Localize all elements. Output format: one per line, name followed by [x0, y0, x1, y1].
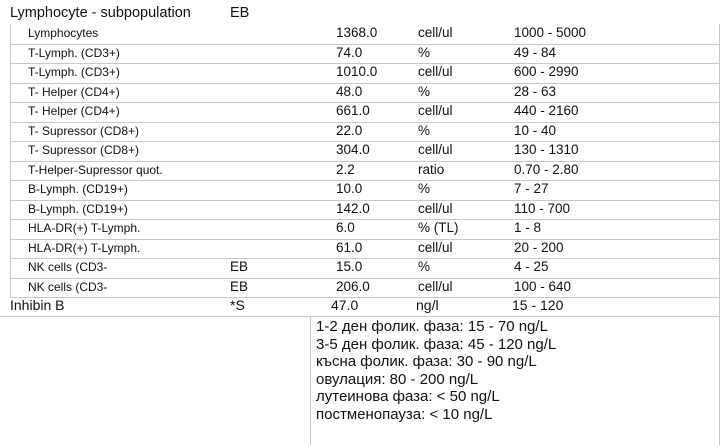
test-value: 661.0	[336, 103, 370, 118]
test-unit: ratio	[418, 161, 445, 177]
inhibin-unit: ng/l	[416, 297, 439, 313]
test-reference-range: 7 - 27	[514, 181, 549, 196]
test-reference-range: 20 - 200	[514, 239, 564, 255]
test-value: 61.0	[336, 239, 363, 255]
inhibin-value: 47.0	[331, 297, 359, 313]
test-unit: %	[418, 83, 431, 99]
test-unit: cell/ul	[418, 25, 453, 40]
test-unit: cell/ul	[418, 200, 453, 216]
test-name: HLA-DR(+) T-Lymph.	[28, 221, 141, 235]
test-value: 74.0	[336, 44, 363, 60]
test-value: 6.0	[336, 220, 355, 235]
test-flag: EB	[230, 259, 249, 274]
test-name: T-Lymph. (CD3+)	[28, 45, 120, 60]
test-reference-range: 100 - 640	[514, 278, 572, 294]
inhibin-name: Inhibin B	[10, 297, 65, 313]
test-reference-range: 4 - 25	[514, 259, 549, 274]
test-reference-range: 130 - 1310	[514, 142, 579, 157]
test-unit: %	[418, 259, 431, 274]
table-row	[0, 259, 720, 278]
test-unit: %	[418, 122, 431, 138]
test-name: T-Lymph. (CD3+)	[28, 65, 120, 79]
test-value: 10.0	[336, 181, 363, 196]
inhibin-reference: 15 - 120	[512, 297, 564, 313]
test-name: T- Helper (CD4+)	[28, 84, 120, 99]
test-name: T- Helper (CD4+)	[28, 104, 120, 118]
test-unit: cell/ul	[418, 64, 453, 79]
test-unit: cell/ul	[418, 103, 453, 118]
inhibin-flag: *S	[230, 297, 245, 313]
test-value: 304.0	[336, 142, 370, 157]
table-row	[0, 162, 720, 181]
test-flag: EB	[230, 278, 249, 294]
test-value: 22.0	[336, 122, 363, 138]
table-row	[0, 201, 720, 220]
test-name: NK cells (CD3-	[28, 279, 108, 294]
test-unit: cell/ul	[418, 142, 453, 157]
test-reference-range: 49 - 84	[514, 44, 557, 60]
row-divider	[0, 316, 720, 317]
test-unit: % (TL)	[418, 220, 459, 235]
test-value: 1010.0	[336, 64, 378, 79]
test-name: T-Helper-Supressor quot.	[28, 162, 163, 177]
table-row	[0, 181, 720, 200]
table-row	[0, 240, 720, 259]
section-flag: EB	[230, 5, 250, 21]
table-row	[0, 25, 720, 44]
table-row	[0, 142, 720, 161]
test-reference-range: 1000 - 5000	[514, 25, 587, 40]
test-unit: %	[418, 181, 431, 196]
test-name: T- Supressor (CD8+)	[28, 143, 140, 157]
table-row	[0, 84, 720, 103]
section-title: Lymphocyte - subpopulation	[10, 5, 191, 21]
test-value: 1368.0	[336, 25, 378, 40]
note-line: късна фолик. фаза: 30 - 90 ng/L	[316, 353, 537, 371]
note-line: овулация: 80 - 200 ng/L	[316, 370, 479, 388]
test-value: 48.0	[336, 83, 363, 99]
note-line: лутеинова фаза: < 50 ng/L	[316, 388, 500, 406]
test-value: 15.0	[336, 259, 363, 274]
test-name: NK cells (CD3-	[28, 260, 108, 274]
note-line: постменопауза: < 10 ng/L	[316, 405, 493, 423]
test-unit: cell/ul	[418, 278, 453, 294]
table-row	[0, 45, 720, 64]
test-unit: %	[418, 44, 431, 60]
test-name: Lymphocytes	[28, 26, 99, 40]
note-line: 3-5 ден фолик. фаза: 45 - 120 ng/L	[316, 335, 557, 353]
test-reference-range: 10 - 40	[514, 122, 557, 138]
test-reference-range: 110 - 700	[514, 200, 571, 216]
test-name: B-Lymph. (CD19+)	[28, 201, 128, 216]
test-value: 2.2	[336, 161, 355, 177]
test-reference-range: 600 - 2990	[514, 64, 579, 79]
test-name: HLA-DR(+) T-Lymph.	[28, 240, 141, 255]
test-reference-range: 0.70 - 2.80	[514, 161, 579, 177]
table-row	[0, 220, 720, 239]
test-reference-range: 28 - 63	[514, 83, 557, 99]
test-value: 206.0	[336, 278, 370, 294]
inhibin-row	[0, 297, 720, 316]
table-row	[0, 123, 720, 142]
notes-divider	[310, 316, 311, 445]
test-unit: cell/ul	[418, 239, 453, 255]
test-value: 142.0	[336, 200, 370, 216]
reference-notes	[316, 318, 556, 424]
test-name: B-Lymph. (CD19+)	[28, 182, 128, 196]
test-reference-range: 1 - 8	[514, 220, 542, 235]
table-row	[0, 103, 720, 122]
test-name: T- Supressor (CD8+)	[28, 123, 140, 138]
table-row	[0, 279, 720, 298]
table-row	[0, 64, 720, 83]
section-header	[0, 5, 720, 24]
test-reference-range: 440 - 2160	[514, 103, 579, 118]
note-line: 1-2 ден фолик. фаза: 15 - 70 ng/L	[316, 318, 548, 335]
